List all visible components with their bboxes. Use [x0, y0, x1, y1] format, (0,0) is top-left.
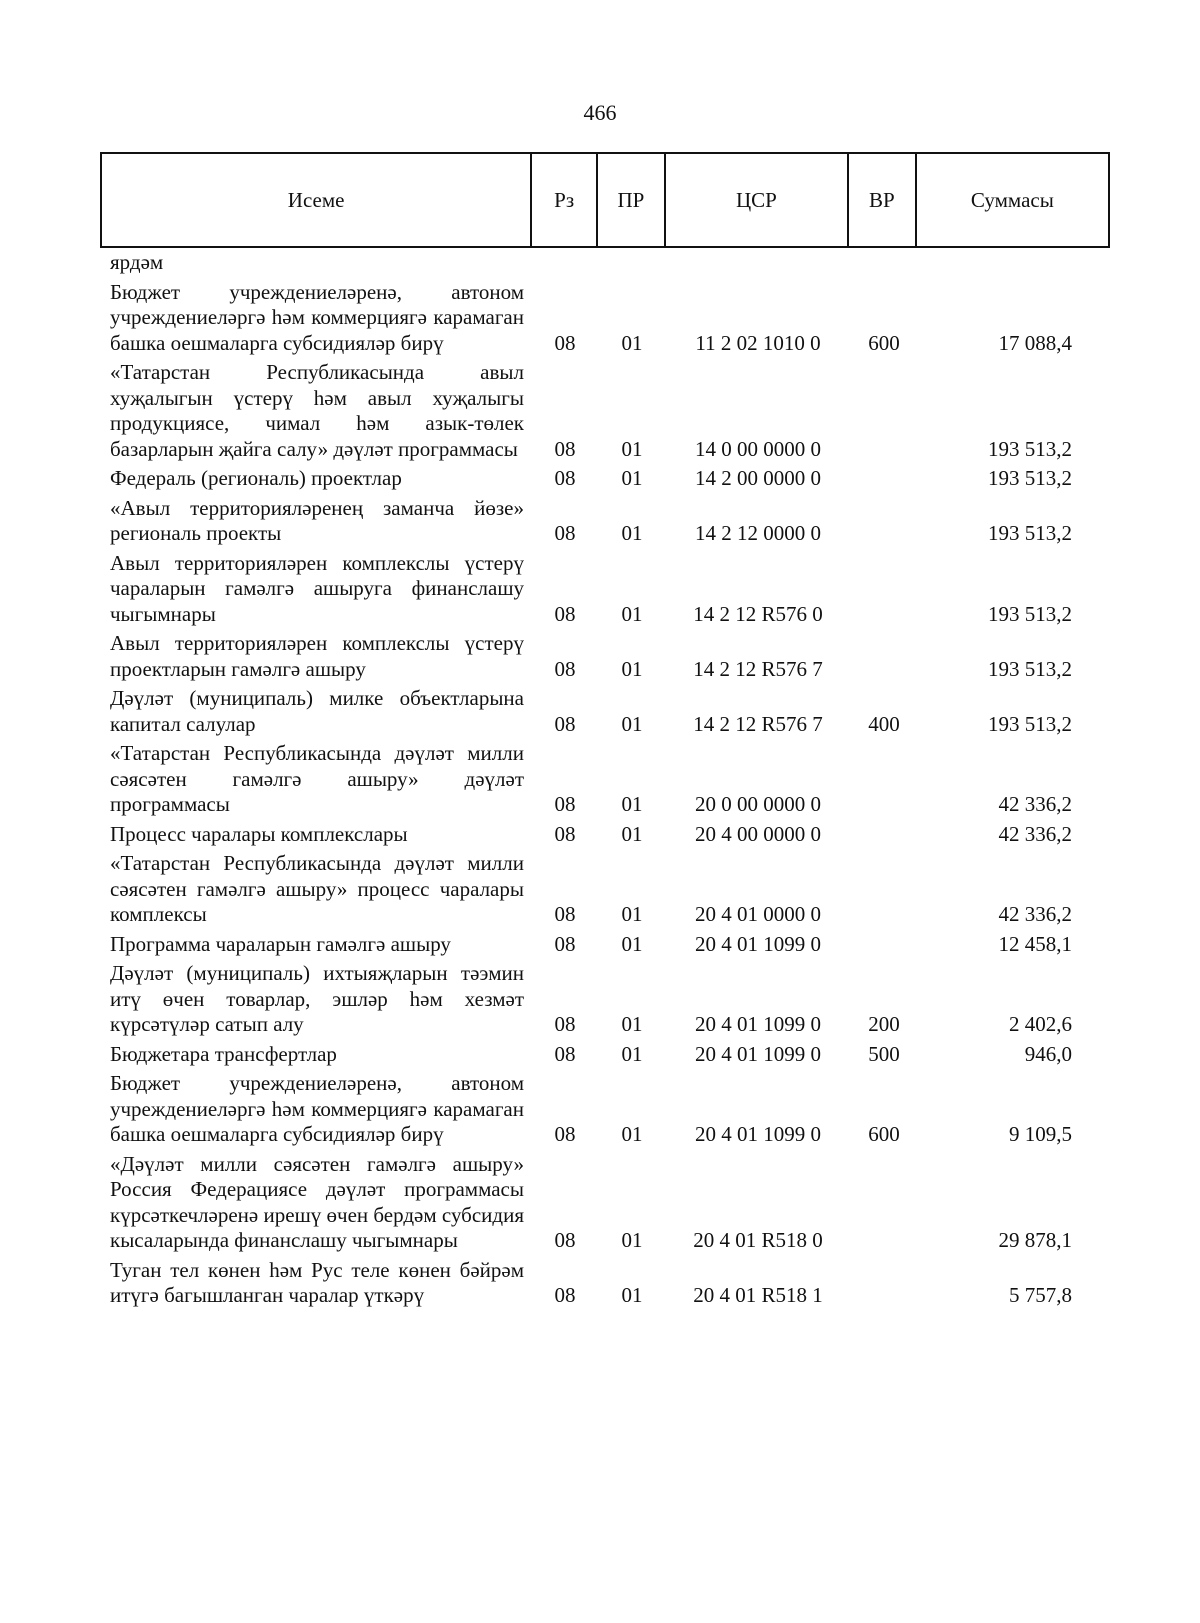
cell-vr: 600 — [868, 330, 900, 355]
cell-pr: 01 — [621, 1122, 643, 1146]
cell-sum: 946,0 — [1024, 1041, 1072, 1066]
column-header-name: Исеме — [102, 154, 532, 246]
cell-rz: 08 — [554, 1012, 576, 1036]
table-header — [100, 152, 1110, 248]
cell-csr: 20 4 00 0000 0 — [695, 821, 821, 846]
cell-rz: 08 — [554, 821, 576, 846]
cell-vr: 400 — [868, 711, 900, 736]
column-header-pr: ПР — [598, 154, 666, 246]
column-header-rz: Рз — [532, 154, 598, 246]
cell-csr: 20 4 01 1099 0 — [695, 1122, 821, 1146]
cell-pr: 01 — [621, 330, 643, 355]
cell-rz: 08 — [554, 902, 576, 926]
cell-name: Бюджет учреждениеләренә, автоном учреждениеләргә һәм коммерциягә карамаган башка оешмаларга субсидияләр бирү — [110, 279, 524, 355]
cell-name: Авыл территорияләрен комплекслы үстерү чараларын гамәлгә ашыруга финанслашу чыгымнары — [110, 550, 524, 626]
table-row — [100, 1071, 1110, 1148]
cell-name: «Татарстан Республикасында авыл хуҗалыгын үстерү һәм авыл хуҗалыгы продукциясе, чимал һәм азык-төлек базарларын җайга салу» дәүләт программасы — [110, 360, 524, 461]
cell-rz: 08 — [554, 466, 576, 490]
cell-name: Бюджет учреждениеләренә, автоном учреждениеләргә һәм коммерциягә карамаган башка оешмаларга субсидияләр бирү — [110, 1071, 524, 1146]
cell-name: Дәүләт (муниципаль) ихтыяҗларын тәэмин итү өчен товарлар, эшләр һәм хезмәт күрсәтүләр сатып алу — [110, 961, 524, 1036]
table-row — [100, 466, 1110, 492]
cell-pr: 01 — [621, 1283, 643, 1307]
cell-sum: 193 513,2 — [988, 521, 1072, 545]
cell-pr: 01 — [621, 1228, 643, 1252]
table-row — [100, 686, 1110, 737]
table-row — [100, 280, 1110, 357]
cell-rz: 08 — [554, 931, 576, 956]
cell-sum: 9 109,5 — [1009, 1122, 1072, 1146]
table-row — [100, 851, 1110, 928]
cell-pr: 01 — [621, 601, 643, 626]
cell-name: ярдәм — [110, 250, 164, 274]
cell-csr: 20 4 01 1099 0 — [695, 1012, 821, 1036]
cell-pr: 01 — [621, 902, 643, 926]
table-row — [100, 250, 1110, 276]
table-row — [100, 1258, 1110, 1309]
cell-name: «Татарстан Республикасында дәүләт милли сәясәтен гамәлгә ашыру» процесс чаралары комплексы — [110, 851, 524, 926]
cell-name: «Татарстан Республикасында дәүләт милли сәясәтен гамәлгә ашыру» дәүләт программасы — [110, 741, 524, 816]
cell-csr: 14 2 12 R576 7 — [693, 711, 823, 736]
cell-csr: 14 2 12 R576 7 — [693, 656, 823, 681]
cell-rz: 08 — [554, 1283, 576, 1307]
cell-csr: 20 4 01 R518 0 — [693, 1228, 823, 1252]
cell-csr: 20 4 01 1099 0 — [695, 931, 821, 956]
cell-csr: 20 4 01 0000 0 — [695, 902, 821, 926]
cell-pr: 01 — [621, 711, 643, 736]
cell-csr: 14 2 00 0000 0 — [695, 466, 821, 490]
cell-name: Бюджетара трансфертлар — [110, 1041, 337, 1066]
cell-sum: 42 336,2 — [998, 902, 1072, 926]
cell-rz: 08 — [554, 601, 576, 626]
table-row — [100, 961, 1110, 1038]
cell-rz: 08 — [554, 1228, 576, 1252]
column-header-vr: ВР — [849, 154, 917, 246]
cell-csr: 11 2 02 1010 0 — [695, 330, 821, 355]
cell-rz: 08 — [554, 792, 576, 816]
cell-sum: 193 513,2 — [988, 601, 1072, 626]
cell-vr: 600 — [868, 1122, 900, 1146]
cell-csr: 20 4 01 1099 0 — [695, 1041, 821, 1066]
cell-pr: 01 — [621, 792, 643, 816]
cell-pr: 01 — [621, 821, 643, 846]
cell-sum: 17 088,4 — [998, 330, 1072, 355]
column-header-csr: ЦСР — [666, 154, 849, 246]
cell-rz: 08 — [554, 1041, 576, 1066]
table-row — [100, 741, 1110, 818]
cell-rz: 08 — [554, 656, 576, 681]
cell-name: Федераль (региональ) проектлар — [110, 466, 402, 490]
cell-sum: 193 513,2 — [988, 436, 1072, 461]
cell-name: Авыл территорияләрен комплекслы үстерү проектларын гамәлгә ашыру — [110, 631, 524, 681]
page-number: 466 — [583, 100, 617, 125]
cell-sum: 42 336,2 — [998, 792, 1072, 816]
cell-sum: 12 458,1 — [998, 931, 1072, 956]
table-row — [100, 496, 1110, 547]
cell-sum: 5 757,8 — [1009, 1283, 1072, 1307]
table-row — [100, 932, 1110, 958]
cell-pr: 01 — [621, 1041, 643, 1066]
cell-pr: 01 — [621, 466, 643, 490]
cell-rz: 08 — [554, 711, 576, 736]
cell-pr: 01 — [621, 656, 643, 681]
column-header-sum: Суммасы — [970, 187, 1054, 212]
cell-name: Процесс чаралары комплекслары — [110, 821, 408, 846]
cell-rz: 08 — [554, 436, 576, 461]
table-body — [100, 250, 1110, 1313]
table-row — [100, 822, 1110, 848]
cell-pr: 01 — [621, 436, 643, 461]
cell-csr: 20 0 00 0000 0 — [695, 792, 821, 816]
cell-vr: 200 — [868, 1012, 900, 1036]
cell-sum: 193 513,2 — [988, 466, 1072, 490]
cell-vr: 500 — [868, 1041, 900, 1066]
cell-csr: 14 2 12 R576 0 — [693, 601, 823, 626]
cell-csr: 20 4 01 R518 1 — [693, 1283, 823, 1307]
cell-name: Туган тел көнен һәм Рус теле көнен бәйрәм итүгә багышланган чаралар үткәрү — [110, 1257, 524, 1307]
cell-name: Программа чараларын гамәлгә ашыру — [110, 931, 451, 956]
cell-csr: 14 0 00 0000 0 — [695, 436, 821, 461]
cell-csr: 14 2 12 0000 0 — [695, 521, 821, 545]
cell-pr: 01 — [621, 1012, 643, 1036]
table-row — [100, 1152, 1110, 1254]
cell-name: «Авыл территорияләренең заманча йөзе» региональ проекты — [110, 495, 524, 545]
cell-pr: 01 — [621, 521, 643, 545]
cell-name: «Дәүләт милли сәясәтен гамәлгә ашыру» Россия Федерациясе дәүләт программасы күрсәткечләренә ирешү өчен бердәм субсидия кысаларында финанслашу чыгымнары — [110, 1151, 524, 1252]
cell-sum: 42 336,2 — [998, 821, 1072, 846]
cell-rz: 08 — [554, 330, 576, 355]
cell-pr: 01 — [621, 931, 643, 956]
cell-name: Дәүләт (муниципаль) милке объектларына капитал салулар — [110, 686, 524, 736]
table-row — [100, 631, 1110, 682]
cell-sum: 2 402,6 — [1009, 1012, 1072, 1036]
cell-rz: 08 — [554, 1122, 576, 1146]
cell-sum: 29 878,1 — [998, 1228, 1072, 1252]
cell-rz: 08 — [554, 521, 576, 545]
table-row — [100, 551, 1110, 628]
table-row — [100, 360, 1110, 462]
cell-sum: 193 513,2 — [988, 711, 1072, 736]
table-row — [100, 1042, 1110, 1068]
cell-sum: 193 513,2 — [988, 656, 1072, 681]
